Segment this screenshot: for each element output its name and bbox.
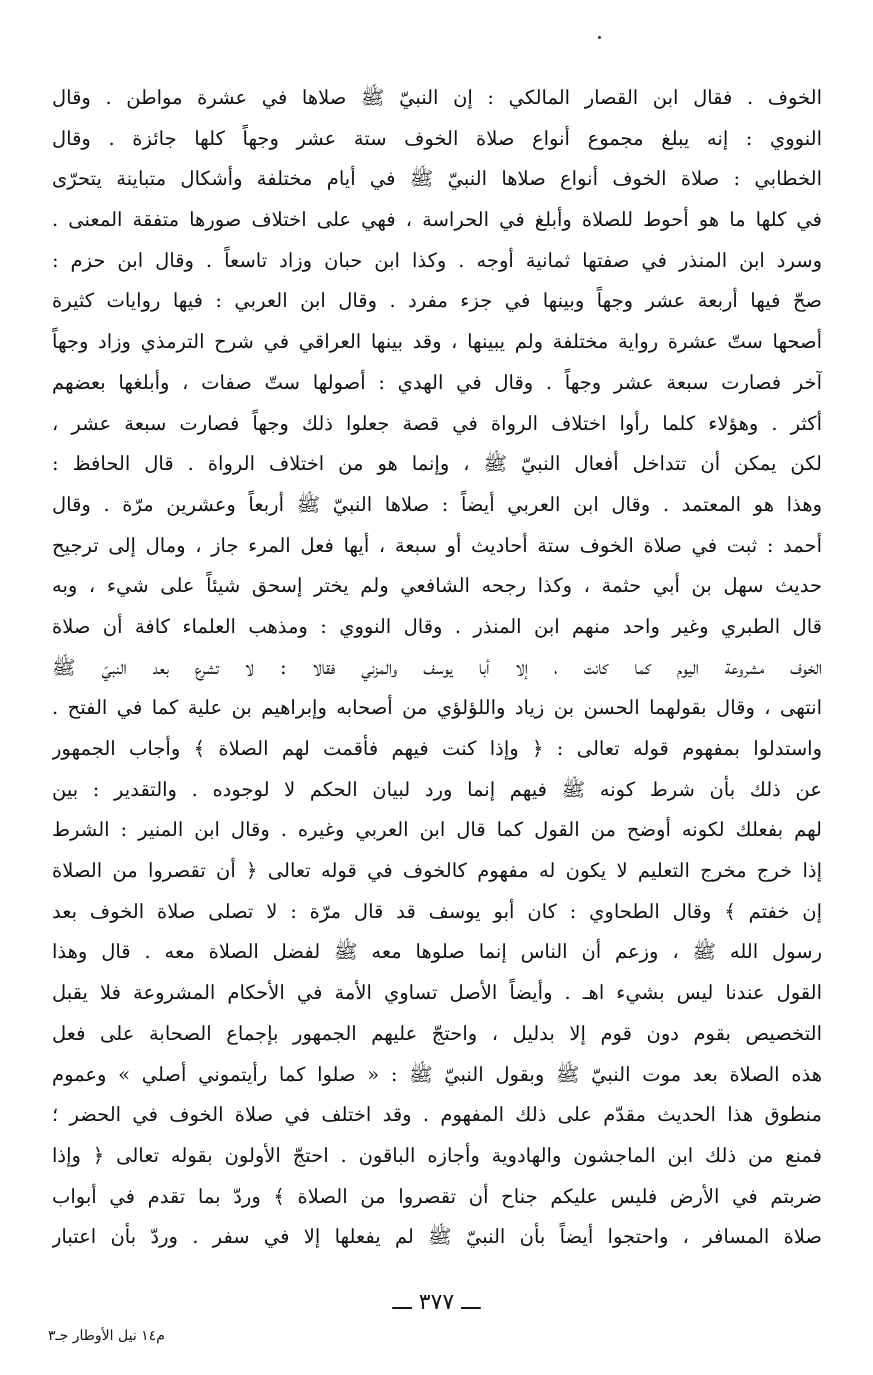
text-line: الخطابي : صلاة الخوف أنواع صلاها النبيّ ﷺ في أيام مختلفة وأشكال متباينة يتحرّى — [52, 167, 822, 191]
text-line: القول عندنا ليس بشيء اهـ . وأيضاً الأصل تساوي الأمة في الأحكام المشروعة فلا يقبل — [52, 981, 822, 1005]
text-line: إذا خرج مخرج التعليم لا يكون له مفهوم كالخوف في قوله تعالى ﴿ أن تقصروا من الصلاة — [52, 859, 822, 883]
text-line: أحمد : ثبت في صلاة الخوف ستة أحاديث أو سبعة ، أيها فعل المرء جاز ، ومال إلى ترجيح — [52, 533, 822, 557]
text-line: الخوف مشروعة اليوم كما كانت ، إلا أبا يوسف والمزني فقالا : لا تشرع بعد النبيّ ﷺ — [52, 655, 822, 679]
text-line: هذه الصلاة بعد موت النبيّ ﷺ وبقول النبيّ ﷺ : « صلوا كما رأيتموني أصلي » وعموم — [52, 1062, 822, 1086]
page-number: ـــ ٣٧٧ ـــ — [392, 1290, 481, 1315]
text-line: صحّ فيها أربعة عشر وجهاً وبينها في جزء مفرد . وقال ابن العربي : فيها روايات كثيرة — [52, 289, 822, 313]
body-text — [52, 78, 822, 1258]
text-line: ضربتم في الأرض فليس عليكم جناح أن تقصروا من الصلاة ﴾ وردّ بما تقدم في أبواب — [52, 1184, 822, 1208]
text-line: وسرد ابن المنذر في صفتها ثمانية أوجه . وكذا ابن حبان وزاد تاسعاً . وقال ابن حزم : — [52, 248, 822, 272]
text-line: حديث سهل بن أبي حثمة ، وكذا رجحه الشافعي ولم يختر إسحق شيئاً على شيء ، وبه — [52, 574, 822, 598]
text-line: أصحها ستّ عشرة رواية مختلفة ولم يبينها ، وقد بينها العراقي في شرح الترمذي وزاد وجهاً — [52, 330, 822, 354]
text-line: قال الطبري وغير واحد منهم ابن المنذر . وقال النووي : ومذهب العلماء كافة أن صلاة — [52, 614, 822, 638]
text-line: لكن يمكن أن تتداخل أفعال النبيّ ﷺ ، وإنما هو من اختلاف الرواة . قال الحافظ : — [52, 452, 822, 476]
text-line: صلاة المسافر ، واحتجوا أيضاً بأن النبيّ ﷺ لم يفعلها إلا في سفر . وردّ بأن اعتبار — [52, 1225, 822, 1249]
text-line: واستدلوا بمفهوم قوله تعالى : ﴿ وإذا كنت فيهم فأقمت لهم الصلاة ﴾ وأجاب الجمهور — [52, 737, 822, 760]
text-line: فمنع من ذلك ابن الماجشون والهادوية وأجازه الباقون . احتجّ الأولون بقوله تعالى ﴿ وإذا — [52, 1143, 822, 1167]
text-line: آخر فصارت سبعة عشر وجهاً . وقال في الهدي : أصولها ستّ صفات ، وأبلغها بعضهم — [52, 370, 822, 394]
print-speck — [598, 36, 601, 39]
text-line: منطوق هذا الحديث مقدّم على ذلك المفهوم . وقد اختلف في صلاة الخوف في الحضر ؛ — [52, 1103, 822, 1127]
text-line: أكثر . وهؤلاء كلما رأوا اختلاف الرواة في قصة جعلوا ذلك وجهاً فصارت سبعة عشر ، — [52, 411, 822, 435]
text-line: رسول الله ﷺ ، وزعم أن الناس إنما صلوها معه ﷺ لفضل الصلاة معه . قال وهذا — [52, 940, 822, 964]
text-line: إن خفتم ﴾ وقال الطحاوي : كان أبو يوسف قد قال مرّة : لا تصلى صلاة الخوف بعد — [52, 899, 822, 923]
text-line: النووي : إنه يبلغ مجموع أنواع صلاة الخوف ستة عشر وجهاً كلها جائزة . وقال — [52, 126, 822, 150]
text-line: وهذا هو المعتمد . وقال ابن العربي أيضاً : صلاها النبيّ ﷺ أربعاً وعشرين مرّة . وقال — [52, 492, 822, 516]
text-line: في كلها ما هو أحوط للصلاة وأبلغ في الحراسة ، فهي على اختلاف صورها متفقة المعنى . — [52, 208, 822, 232]
signature-mark: م١٤ نيل الأوطار جـ٣ — [48, 1328, 165, 1344]
text-line: انتهى ، وقال بقولهما الحسن بن زياد واللؤلؤي من أصحابه وإبراهيم بن علية كما في الفتح . — [52, 696, 822, 720]
text-line: لهم بفعلك لكونه أوضح من القول كما قال ابن العربي وغيره . وقال ابن المنير : الشرط — [52, 818, 822, 842]
text-line: التخصيص بقوم دون قوم إلا بدليل ، واحتجّ عليهم الجمهور بإجماع الصحابة على فعل — [52, 1021, 822, 1045]
text-line: الخوف . فقال ابن القصار المالكي : إن النبيّ ﷺ صلاها في عشرة مواطن . وقال — [52, 86, 822, 109]
text-line: عن ذلك بأن شرط كونه ﷺ فيهم إنما ورد لبيان الحكم لا لوجوده . والتقدير : بين — [52, 777, 822, 801]
